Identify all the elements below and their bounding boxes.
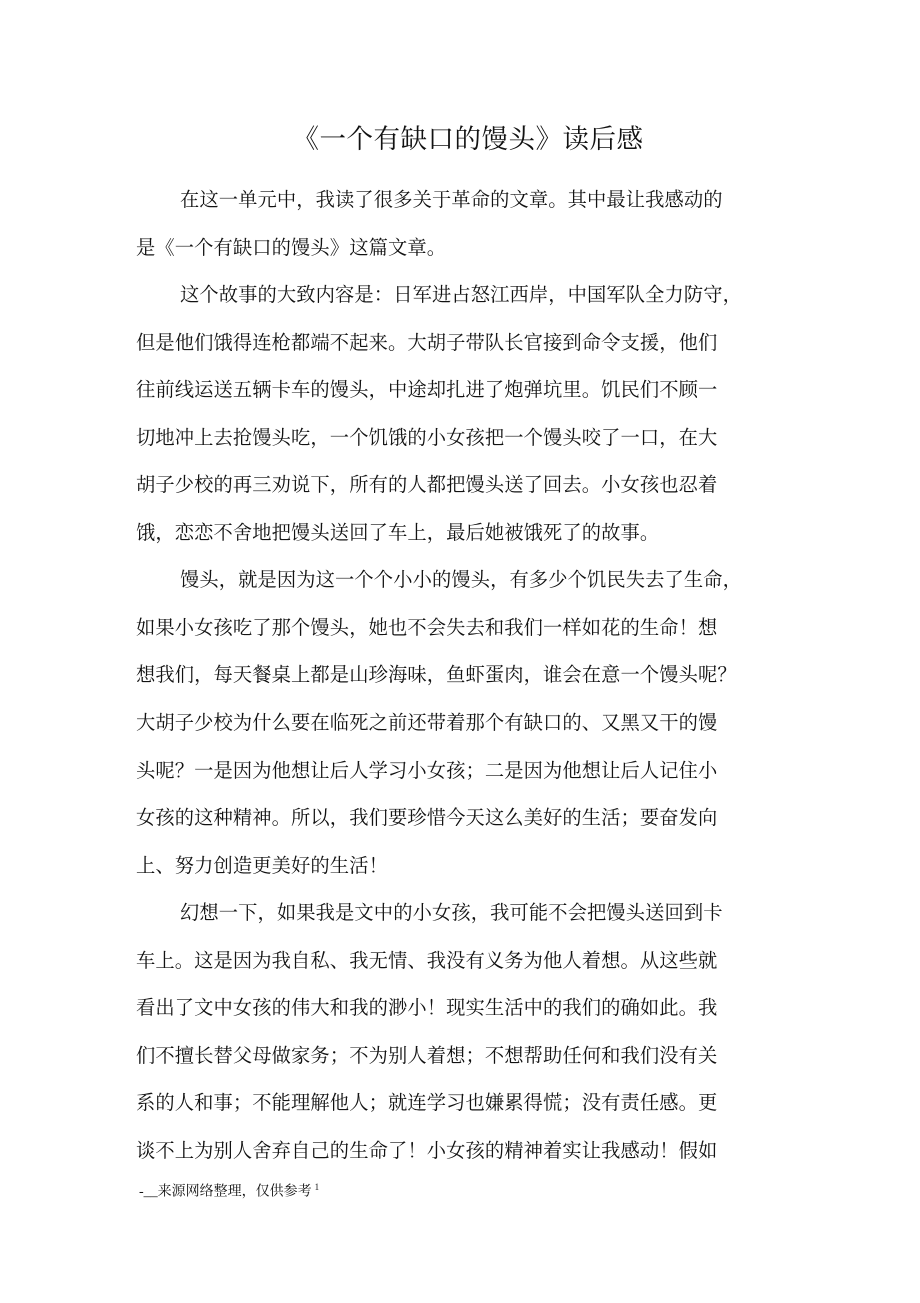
footer-page-marker: 1 bbox=[314, 1182, 320, 1192]
paragraph-line: 们不擅长替父母做家务；不为别人着想；不想帮助任何和我们没有关 bbox=[136, 1045, 718, 1067]
paragraph-line: 想我们，每天餐桌上都是山珍海味，鱼虾蛋肉，谁会在意一个馒头呢？ bbox=[136, 665, 737, 687]
document-body bbox=[136, 177, 743, 1175]
paragraph-line: 如果小女孩吃了那个馒头，她也不会失去和我们一样如花的生命！想 bbox=[136, 617, 718, 639]
paragraph-line: 幻想一下，如果我是文中的小女孩，我可能不会把馒头送回到卡 bbox=[180, 903, 723, 925]
paragraph-line: 头呢？一是因为他想让后人学习小女孩；二是因为他想让后人记住小 bbox=[136, 760, 718, 782]
document-footer bbox=[139, 1176, 319, 1204]
paragraph-line: 车上。这是因为我自私、我无情、我没有义务为他人着想。从这些就 bbox=[136, 950, 718, 972]
paragraph-line: 大胡子少校为什么要在临死之前还带着那个有缺口的、又黑又干的馒 bbox=[136, 713, 718, 735]
paragraph-line: 看出了文中女孩的伟大和我的渺小！现实生活中的我们的确如此。我 bbox=[136, 998, 718, 1020]
paragraph-line: 是《一个有缺口的馒头》这篇文章。 bbox=[136, 237, 447, 259]
paragraph-line: 馒头，就是因为这一个个小小的馒头，有多少个饥民失去了生命， bbox=[180, 570, 743, 592]
paragraph-line: 女孩的这种精神。所以，我们要珍惜今天这么美好的生活；要奋发向 bbox=[136, 808, 718, 830]
paragraph-line: 上、努力创造更美好的生活！ bbox=[136, 855, 388, 877]
footer-note: -__来源网络整理，仅供参考 bbox=[139, 1184, 312, 1200]
paragraph-line: 这个故事的大致内容是：日军进占怒江西岸，中国军队全力防守， bbox=[180, 285, 743, 307]
document-title: 《一个有缺口的馒头》读后感 bbox=[292, 124, 644, 154]
paragraph-line: 在这一单元中，我读了很多关于革命的文章。其中最让我感动的 bbox=[180, 190, 723, 211]
paragraph-line: 往前线运送五辆卡车的馒头，中途却扎进了炮弹坑里。饥民们不顾一 bbox=[136, 380, 718, 402]
paragraph-line: 切地冲上去抢馒头吃，一个饥饿的小女孩把一个馒头咬了一口，在大 bbox=[136, 427, 718, 449]
paragraph-line: 饿，恋恋不舍地把馒头送回了车上，最后她被饿死了的故事。 bbox=[136, 522, 660, 544]
paragraph-line: 但是他们饿得连枪都端不起来。大胡子带队长官接到命令支援，他们 bbox=[136, 332, 718, 354]
paragraph-line: 谈不上为别人舍弃自己的生命了！小女孩的精神着实让我感动！假如 bbox=[136, 1140, 718, 1162]
paragraph-line: 系的人和事；不能理解他人；就连学习也嫌累得慌；没有责任感。更 bbox=[136, 1093, 718, 1115]
paragraph-line: 胡子少校的再三劝说下，所有的人都把馒头送了回去。小女孩也忍着 bbox=[136, 475, 718, 497]
